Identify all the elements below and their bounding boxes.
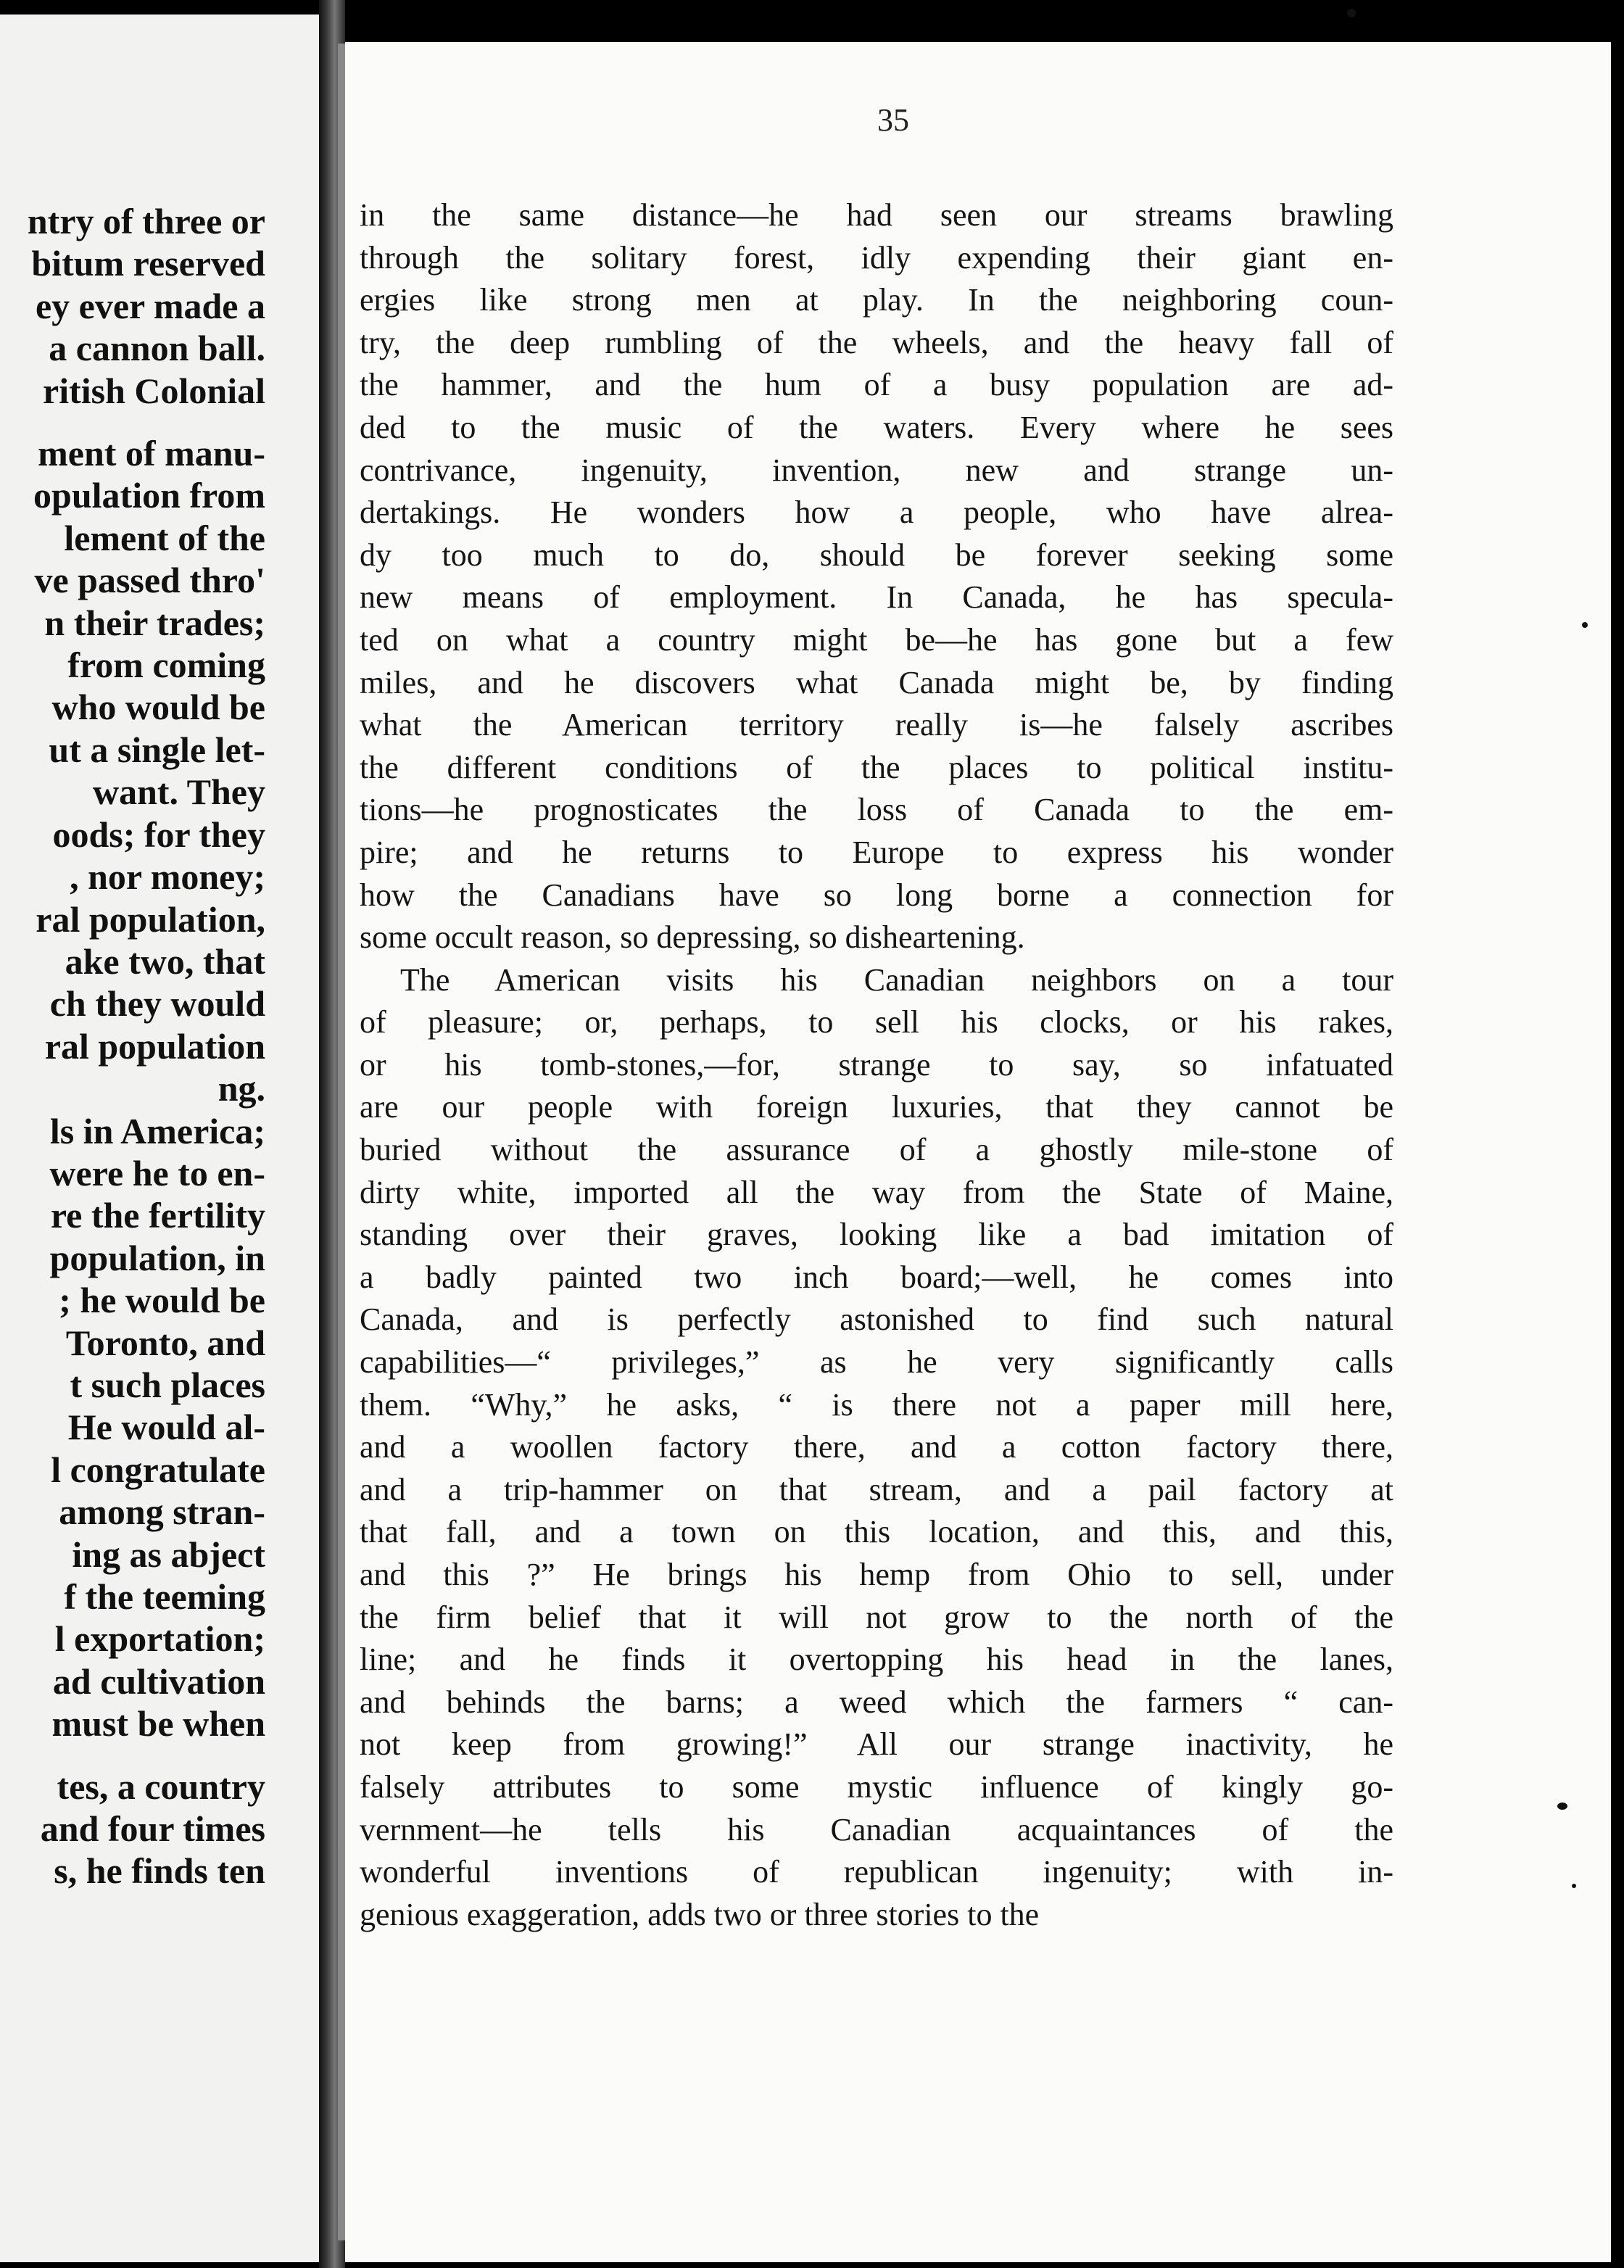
text-line: capabilities—“ privileges,” as he very significantly calls bbox=[360, 1344, 1393, 1381]
left-page-line: must be when bbox=[51, 1703, 265, 1745]
text-line: not keep from growing!” All our strange inactivity, he bbox=[360, 1726, 1393, 1763]
left-page-line: want. They bbox=[92, 771, 265, 813]
scan-speck bbox=[1557, 1803, 1567, 1810]
text-line: dy too much to do, should be forever seeking some bbox=[360, 537, 1393, 573]
left-page-line: ment of manu- bbox=[38, 433, 265, 474]
text-line: and this ?” He brings his hemp from Ohio to sell, under bbox=[360, 1557, 1393, 1592]
left-page-line: ng. bbox=[218, 1068, 265, 1109]
text-line: the different conditions of the places to political institu- bbox=[360, 749, 1393, 785]
left-page-line: ing as abject bbox=[72, 1534, 265, 1575]
left-page-line: ey ever made a bbox=[35, 285, 265, 326]
text-line: try, the deep rumbling of the wheels, and the heavy fall of bbox=[360, 324, 1393, 360]
left-page-line: population, in bbox=[49, 1237, 265, 1278]
text-line: Canada, and is perfectly astonished to find such natural bbox=[360, 1301, 1393, 1338]
text-line: what the American territory really is—he falsely ascribes bbox=[360, 707, 1393, 743]
text-line: the hammer, and the hum of a busy population are ad- bbox=[360, 367, 1393, 403]
text-line: how the Canadians have so long borne a connection for bbox=[360, 877, 1393, 913]
left-page-line: ritish Colonial bbox=[43, 370, 265, 411]
text-line: some occult reason, so depressing, so disheartening. bbox=[360, 919, 1025, 956]
text-line: genious exaggeration, adds two or three stories to the bbox=[360, 1896, 1040, 1932]
text-line: falsely attributes to some mystic influence of kingly go- bbox=[360, 1768, 1393, 1805]
left-page-fragment bbox=[0, 15, 319, 2262]
text-line: contrivance, ingenuity, invention, new and strange un- bbox=[360, 452, 1393, 488]
left-page-line: l exportation; bbox=[54, 1618, 265, 1660]
right-page bbox=[345, 42, 1611, 2262]
text-line: line; and he finds it overtopping his head in the lanes, bbox=[360, 1642, 1393, 1678]
left-page-line: ve passed thro' bbox=[34, 560, 265, 601]
text-line: and behinds the barns; a weed which the farmers “ can- bbox=[360, 1684, 1393, 1720]
left-page-line: tes, a country bbox=[57, 1766, 265, 1807]
left-page-line: t such places bbox=[70, 1364, 265, 1405]
left-page-line: , nor money; bbox=[70, 856, 265, 898]
text-line: vernment—he tells his Canadian acquaintances of the bbox=[360, 1811, 1393, 1847]
text-line: wonderful inventions of republican ingenuity; with in- bbox=[360, 1854, 1393, 1890]
text-line: new means of employment. In Canada, he has specula- bbox=[360, 579, 1393, 616]
left-page-blank-line bbox=[0, 412, 265, 432]
left-page-line: were he to en- bbox=[49, 1152, 265, 1193]
text-line: a badly painted two inch board;—well, he comes into bbox=[360, 1259, 1393, 1295]
left-page-line: and four times bbox=[40, 1808, 265, 1850]
text-line: dirty white, imported all the way from the State of Maine, bbox=[360, 1174, 1393, 1210]
page-number: 35 bbox=[877, 102, 909, 138]
scan-speck bbox=[1582, 622, 1588, 628]
text-line: them. “Why,” he asks, “ is there not a paper mill here, bbox=[360, 1386, 1393, 1423]
text-line: buried without the assurance of a ghostly mile-stone of bbox=[360, 1132, 1393, 1168]
left-page-line: ake two, that bbox=[65, 940, 265, 982]
left-page-line: among stran- bbox=[59, 1491, 265, 1533]
left-page-line: ; he would be bbox=[59, 1280, 265, 1321]
text-line: in the same distance—he had seen our streams brawling bbox=[360, 197, 1393, 233]
left-page-blank-line bbox=[0, 1745, 265, 1766]
text-line: or his tomb-stones,—for, strange to say, so infatuated bbox=[360, 1046, 1393, 1083]
left-page-line: ls in America; bbox=[49, 1110, 265, 1151]
left-page-line: from coming bbox=[67, 645, 265, 686]
text-line: standing over their graves, looking like a bad imitation of bbox=[360, 1217, 1393, 1253]
left-page-line: oods; for they bbox=[52, 814, 265, 855]
text-line: through the solitary forest, idly expending their giant en- bbox=[360, 239, 1393, 276]
text-line: that fall, and a town on this location, and this, and this, bbox=[360, 1514, 1393, 1550]
left-page-line: bitum reserved bbox=[31, 243, 265, 284]
text-line: ded to the music of the waters. Every where he sees bbox=[360, 409, 1393, 445]
left-page-line: He would al- bbox=[67, 1407, 265, 1448]
left-page-line: n their trades; bbox=[44, 602, 265, 643]
scan-speck bbox=[1347, 9, 1356, 17]
left-page-line: f the teeming bbox=[64, 1576, 265, 1617]
body-text bbox=[360, 194, 1393, 1936]
text-line: the firm belief that it will not grow to the north of the bbox=[360, 1599, 1393, 1635]
text-line: tions—he prognosticates the loss of Canada to the em- bbox=[360, 792, 1393, 828]
text-line: and a woollen factory there, and a cotton factory there, bbox=[360, 1429, 1393, 1465]
text-line: miles, and he discovers what Canada might be, by finding bbox=[360, 664, 1393, 700]
left-page-line: ral population bbox=[44, 1025, 265, 1067]
text-line: pire; and he returns to Europe to express his wonder bbox=[360, 834, 1393, 870]
left-page-line: ral population, bbox=[36, 898, 265, 940]
left-page-line: opulation from bbox=[33, 475, 265, 516]
text-line: of pleasure; or, perhaps, to sell his clocks, or his rakes, bbox=[360, 1004, 1393, 1040]
text-line: are our people with foreign luxuries, that they cannot be bbox=[360, 1089, 1393, 1125]
left-page-line: re the fertility bbox=[50, 1195, 265, 1236]
text-line: ergies like strong men at play. In the neighboring coun- bbox=[360, 282, 1393, 318]
left-page-line: who would be bbox=[51, 687, 265, 728]
left-page-text bbox=[0, 200, 265, 1892]
left-page-line: s, he finds ten bbox=[54, 1850, 265, 1892]
left-page-line: l congratulate bbox=[51, 1449, 265, 1490]
text-line: The American visits his Canadian neighbors on a tour bbox=[400, 961, 1393, 998]
left-page-line: ntry of three or bbox=[27, 201, 265, 241]
scan-speck bbox=[1572, 1884, 1576, 1888]
left-page-line: a cannon ball. bbox=[49, 328, 265, 369]
text-line: ted on what a country might be—he has gone but a few bbox=[360, 621, 1393, 658]
text-line: dertakings. He wonders how a people, who have alrea- bbox=[360, 494, 1393, 531]
left-page-line: ad cultivation bbox=[52, 1660, 265, 1702]
left-page-line: lement of the bbox=[64, 517, 265, 558]
left-page-line: ch they would bbox=[49, 983, 265, 1025]
left-page-line: Toronto, and bbox=[65, 1322, 265, 1363]
left-page-line: ut a single let- bbox=[49, 729, 265, 770]
text-line: and a trip-hammer on that stream, and a pail factory at bbox=[360, 1471, 1393, 1507]
